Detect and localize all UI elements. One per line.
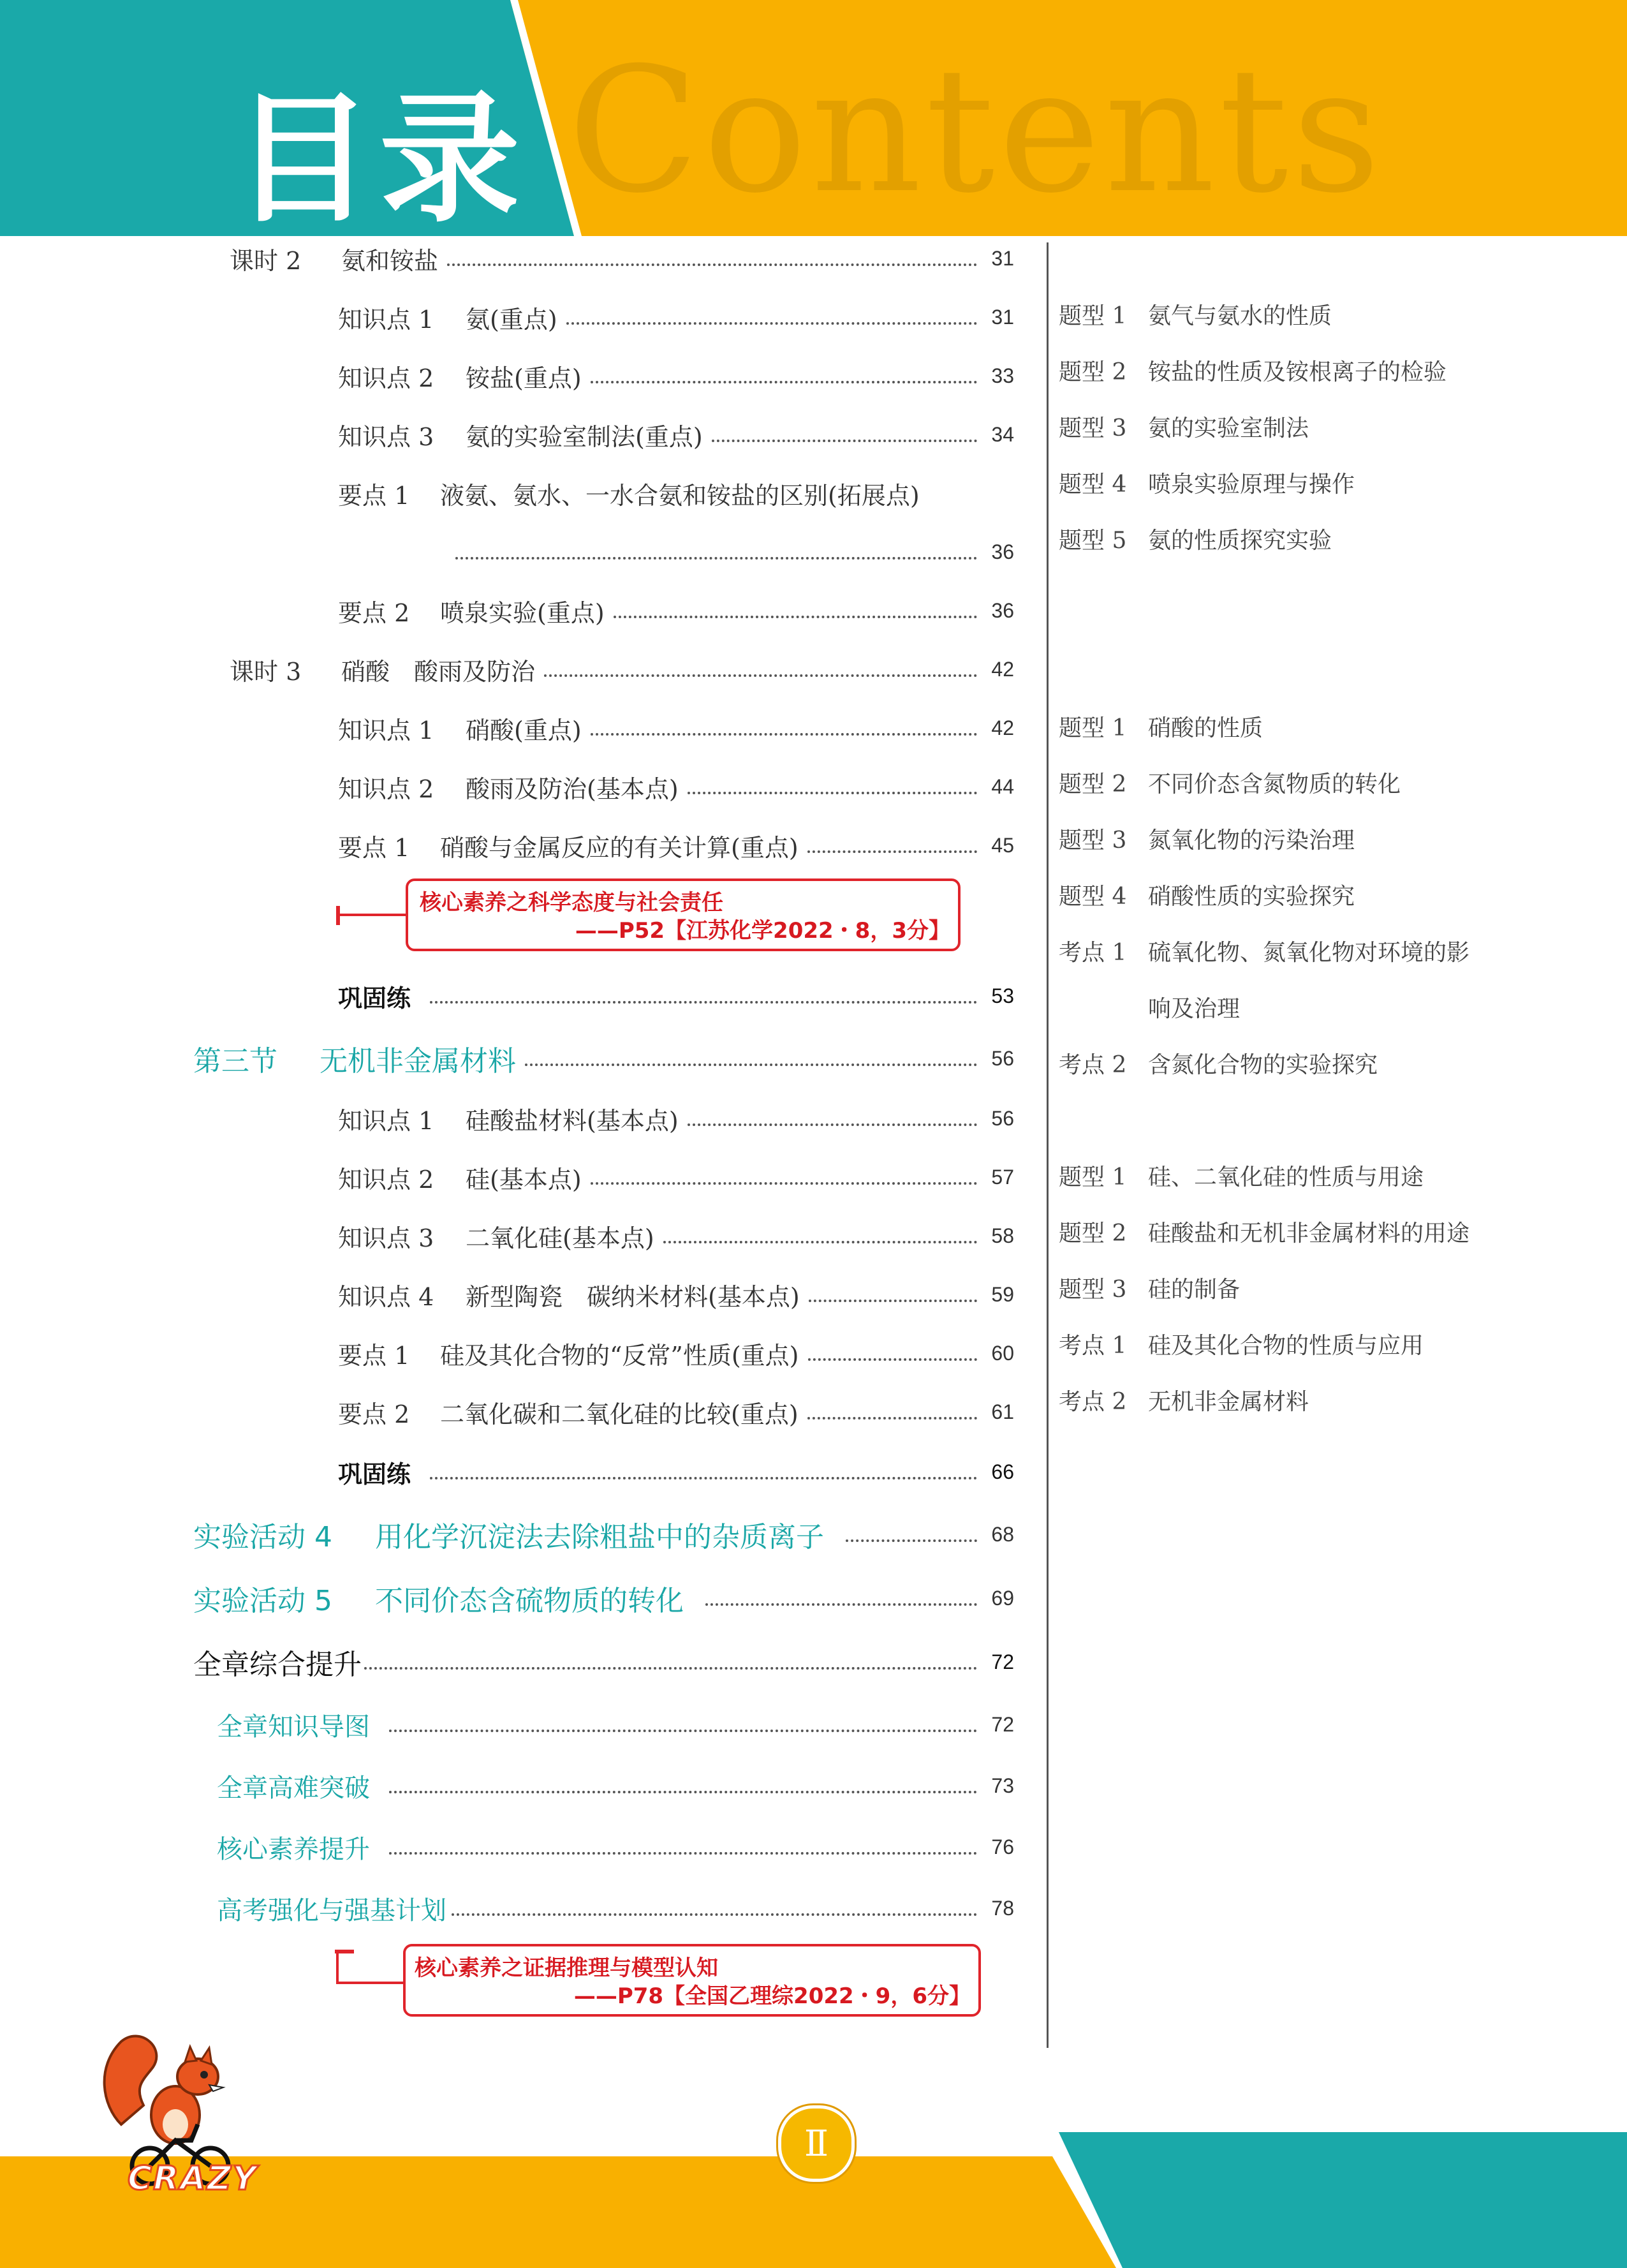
toc-row-practice[interactable]: 巩固练 66	[338, 1460, 1014, 1488]
exam-point-item[interactable]: 考点 1 硅及其化合物的性质与应用	[1059, 1332, 1424, 1359]
exam-point-item[interactable]: 考点 2 无机非金属材料	[1059, 1388, 1309, 1415]
toc-summary-item[interactable]: 全章高难突破 73	[217, 1773, 1014, 1803]
toc-row[interactable]: 知识点 1 硅酸盐材料(基本点) 56	[338, 1106, 1014, 1135]
toc-section-heading[interactable]: 第三节 无机非金属材料 56	[193, 1045, 1014, 1078]
toc-row[interactable]: 知识点 4 新型陶瓷 碳纳米材料(基本点) 59	[338, 1282, 1014, 1311]
toc-activity-heading[interactable]: 实验活动 5 不同价态含硫物质的转化 69	[193, 1585, 1014, 1617]
red-box-connector	[336, 1982, 405, 1984]
title-chinese: 目录	[233, 78, 527, 241]
core-literacy-box: 核心素养之证据推理与模型认知 ——P78【全国乙理综2022・9，6分】	[403, 1944, 981, 2017]
column-divider	[1047, 242, 1049, 2048]
toc-row[interactable]: 要点 1 液氨、氨水、一水合氨和铵盐的区别(拓展点)	[338, 481, 920, 510]
toc-activity-heading[interactable]: 实验活动 4 用化学沉淀法去除粗盐中的杂质离子 68	[193, 1521, 1014, 1553]
footer-teal-band	[1059, 2132, 1627, 2268]
toc-row[interactable]: 知识点 3 二氧化硅(基本点) 58	[338, 1224, 1014, 1252]
question-type-item[interactable]: 题型 1 氨气与氨水的性质	[1059, 302, 1332, 329]
question-type-item[interactable]: 题型 2 不同价态含氮物质的转化	[1059, 771, 1401, 797]
exam-point-item[interactable]: 考点 1 硫氧化物、氮氧化物对环境的影	[1059, 939, 1470, 966]
toc-row-continuation[interactable]: 36	[446, 533, 1014, 571]
toc-row[interactable]: 课时 2 氨和铵盐 31	[230, 246, 1014, 275]
page-number-badge: Ⅱ	[778, 2105, 855, 2182]
question-type-item[interactable]: 题型 3 硅的制备	[1059, 1276, 1240, 1303]
question-type-item[interactable]: 题型 3 氮氧化物的污染治理	[1059, 827, 1355, 854]
question-type-item[interactable]: 题型 2 硅酸盐和无机非金属材料的用途	[1059, 1220, 1470, 1247]
toc-row-practice[interactable]: 巩固练 53	[338, 984, 1014, 1012]
question-type-item[interactable]: 题型 2 铵盐的性质及铵根离子的检验	[1059, 359, 1447, 385]
toc-row[interactable]: 课时 3 硝酸 酸雨及防治 42	[230, 657, 1014, 686]
question-type-item[interactable]: 题型 4 硝酸性质的实验探究	[1059, 883, 1355, 910]
mascot-label: CRAZY	[128, 2160, 258, 2198]
toc-row[interactable]: 要点 2 二氧化碳和二氧化硅的比较(重点) 61	[338, 1400, 1014, 1428]
exam-point-item[interactable]: 考点 2 含氮化合物的实验探究	[1059, 1051, 1378, 1078]
toc-row[interactable]: 知识点 3 氨的实验室制法(重点) 34	[338, 422, 1014, 451]
core-literacy-box: 核心素养之科学态度与社会责任 ——P52【江苏化学2022・8，3分】	[406, 878, 961, 951]
title-english: Contents	[568, 30, 1385, 231]
question-type-item[interactable]: 题型 1 硅、二氧化硅的性质与用途	[1059, 1164, 1424, 1190]
toc-summary-item[interactable]: 高考强化与强基计划 78	[217, 1895, 1014, 1925]
toc-row[interactable]: 要点 1 硅及其化合物的“反常”性质(重点) 60	[338, 1341, 1014, 1370]
question-type-item[interactable]: 题型 5 氨的性质探究实验	[1059, 527, 1332, 554]
toc-row[interactable]: 知识点 1 硝酸(重点) 42	[338, 716, 1014, 745]
toc-summary-item[interactable]: 核心素养提升 76	[217, 1834, 1014, 1864]
toc-chapter-summary[interactable]: 全章综合提升 72	[193, 1649, 1014, 1681]
toc-row[interactable]: 知识点 2 酸雨及防治(基本点) 44	[338, 775, 1014, 803]
toc-row[interactable]: 知识点 2 铵盐(重点) 33	[338, 364, 1014, 392]
red-box-connector	[336, 1950, 339, 1984]
toc-row[interactable]: 要点 1 硝酸与金属反应的有关计算(重点) 45	[338, 833, 1014, 862]
toc-row[interactable]: 知识点 1 氨(重点) 31	[338, 305, 1014, 334]
question-type-item[interactable]: 题型 3 氨的实验室制法	[1059, 415, 1309, 441]
toc-row[interactable]: 知识点 2 硅(基本点) 57	[338, 1165, 1014, 1194]
toc-row[interactable]: 要点 2 喷泉实验(重点) 36	[338, 598, 1014, 627]
question-type-item[interactable]: 题型 1 硝酸的性质	[1059, 715, 1263, 741]
question-type-item[interactable]: 题型 4 喷泉实验原理与操作	[1059, 471, 1355, 498]
toc-summary-item[interactable]: 全章知识导图 72	[217, 1712, 1014, 1742]
exam-point-item-continuation: 响及治理	[1148, 995, 1240, 1022]
red-box-connector	[338, 914, 407, 916]
